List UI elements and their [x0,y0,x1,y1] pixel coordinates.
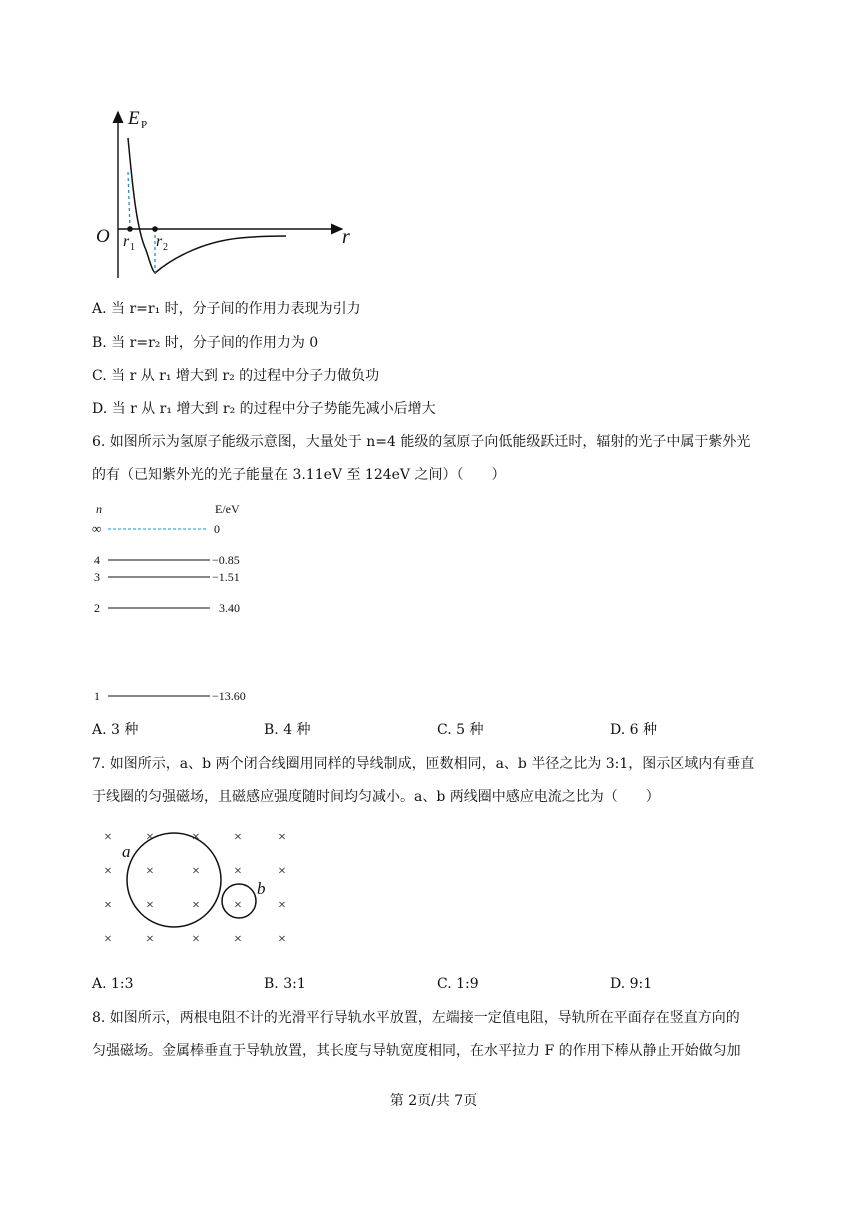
option-letter: A. [92,301,107,317]
coil-b-label: b [257,879,266,898]
option-text: 当 r=r₁ 时，分子间的作用力表现为引力 [111,301,361,317]
r1-point [127,226,133,232]
page-footer: 第 2页/共 7页 [389,1093,478,1109]
field-cross: × [192,830,200,845]
field-cross: × [146,932,154,947]
potential-energy-graph [90,100,360,285]
q6-choice-c: C. 5 种 [437,722,484,738]
r2-point [152,226,158,232]
q6-choice-b: B. 4 种 [264,722,311,738]
level-n-infinity: ∞ [92,521,102,536]
coil-a-label: a [122,842,131,861]
q7-choice-d: D. 9:1 [610,976,653,992]
field-cross: × [278,864,286,879]
level-n-4: 4 [94,553,100,567]
field-cross: × [146,864,154,879]
field-cross: × [104,932,112,947]
field-cross: × [278,830,286,845]
origin-label: O [96,226,110,247]
q7-choice-a: A. 1:3 [92,976,134,992]
level-e-3: −1.51 [212,570,240,584]
option-text: 当 r=r₂ 时，分子间的作用力为 0 [111,335,319,351]
field-cross: × [104,830,112,845]
q6-stem-line2: 的有（已知紫外光的光子能量在 3.11eV 至 124eV 之间）（ ） [92,467,506,483]
level-e-infinity: 0 [214,522,220,536]
r2-label: r [156,233,163,250]
q7-stem-line1: 7. 如图所示，a、b 两个闭合线圈用同样的导线制成，匝数相同，a、b 半径之比为 3:1，图示区域内有垂直 [92,756,755,772]
field-cross: × [234,830,242,845]
q5-option-a [92,299,361,319]
q6-choice-a: A. 3 种 [92,722,139,738]
field-cross: × [234,864,242,879]
field-cross: × [192,932,200,947]
q6-choice-d: D. 6 种 [610,722,657,738]
e-header: E/eV [215,502,240,516]
y-axis-label: E [128,108,140,129]
x-axis-label: r [342,226,350,248]
y-axis-sub: P [141,119,148,131]
level-n-1: 1 [94,689,100,703]
q7-choice-c: C. 1:9 [437,976,479,992]
level-e-1: −13.60 [212,689,246,703]
q5-option-b [92,333,318,353]
option-letter: D. [92,401,108,417]
level-n-2: 2 [94,601,100,615]
option-letter: C. [92,368,107,384]
field-cross: × [192,864,200,879]
level-e-2: 3.40 [219,601,240,615]
magnetic-field-diagram [95,820,305,950]
r2-sub: 2 [163,242,168,253]
field-cross: × [146,898,154,913]
energy-level-diagram [88,500,268,710]
q7-stem-line2: 于线圈的匀强磁场，且磁感应强度随时间均匀减小。a、b 两线圈中感应电流之比为（ ） [92,789,660,805]
q8-stem-line1: 8. 如图所示，两根电阻不计的光滑平行导轨水平放置，左端接一定值电阻，导轨所在平面存在竖直方向的 [92,1010,740,1026]
field-cross: × [104,864,112,879]
coil-a [127,833,221,927]
q6-stem-line1: 6. 如图所示为氢原子能级示意图，大量处于 n=4 能级的氢原子向低能级跃迁时，辐射的光子中属于紫外光 [92,434,751,450]
ep-curve [128,138,286,273]
q5-option-d [92,399,436,419]
option-text: 当 r 从 r₁ 增大到 r₂ 的过程中分子力做负功 [111,368,380,384]
field-cross: × [278,932,286,947]
q5-option-c [92,366,379,386]
r1-label: r [123,233,130,250]
option-letter: B. [92,335,107,351]
r1-sub: 1 [130,242,135,253]
field-cross: × [146,830,154,845]
level-e-4: −0.85 [212,553,240,567]
level-n-3: 3 [94,570,100,584]
field-cross: × [234,898,242,913]
n-header: n [96,502,102,516]
field-cross: × [104,898,112,913]
option-text: 当 r 从 r₁ 增大到 r₂ 的过程中分子势能先减小后增大 [111,401,436,417]
field-cross: × [278,898,286,913]
q8-stem-line2: 匀强磁场。金属棒垂直于导轨放置，其长度与导轨宽度相同，在水平拉力 F 的作用下棒从静止开始做匀加 [92,1043,741,1059]
r1-dashed-line [128,172,130,229]
q7-choice-b: B. 3:1 [264,976,306,992]
field-cross: × [192,898,200,913]
field-cross: × [234,932,242,947]
